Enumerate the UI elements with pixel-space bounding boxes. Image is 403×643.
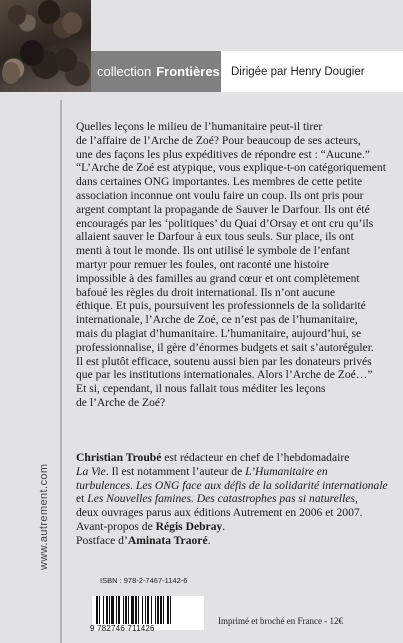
blurb-line: bafoué les règles du droit international. Ils n’ont aucune	[76, 285, 336, 299]
margin-rule	[60, 100, 62, 643]
book-title-2: Les ONG face aux défis de la solidarité internationale	[135, 478, 388, 492]
blurb-line: association inconnue ont voulu faire un coup. Ils ont pris pour	[76, 188, 364, 202]
bio-line-5: deux ouvrages parus aux éditions Autrement en 2006 et 2007.	[76, 506, 363, 520]
collection-tab	[91, 51, 221, 92]
barcode-bar	[118, 596, 120, 624]
foreword-line: Avant-propos de Régis Debray.	[76, 519, 226, 533]
collection-label: collection	[97, 64, 152, 79]
blurb-line: menti à tout le monde. Ils ont utilisé le symbole de l’enfant	[76, 244, 350, 258]
barcode-bar	[160, 596, 162, 624]
bio-line-4: et Les Nouvelles famines. Des catastrophes pas si naturelles,	[76, 492, 358, 506]
barcode-bar	[109, 596, 110, 624]
barcode-bar	[99, 596, 100, 624]
blurb-line: internationale, l’Arche de Zoé, ce n’est pas de l’humanitaire,	[76, 313, 358, 327]
blurb-line: Il est plutôt efficace, soutenu aussi bien par les donateurs privés	[76, 354, 372, 368]
barcode-bar	[116, 596, 117, 624]
blurb-line: Quelles leçons le milieu de l’humanitaire peut-il tirer	[76, 120, 323, 133]
book-title-3: Les Nouvelles famines. Des catastrophes pas si naturelles	[87, 492, 355, 506]
blurb-line: de l’Arche de Zoé?	[76, 395, 166, 409]
barcode-bar	[96, 596, 98, 624]
blurb-line: encouragés par les ‘politiques’ du Quai d’Orsay et ont cru qu’ils	[76, 216, 374, 230]
barcode-bar	[145, 596, 146, 624]
series-director: Dirigée par Henry Dougier	[231, 65, 365, 78]
barcode-bar	[128, 596, 129, 624]
blurb-line: dans certaines ONG importantes. Les membres de cette petite	[76, 175, 363, 189]
blurb-line: que par les institutions internationales. Alors l’Arche de Zoé…”	[76, 368, 373, 382]
blurb-line: une des façons les plus expéditives de répondre est : “Aucune.”	[76, 147, 370, 161]
afterword-author: Aminata Traoré	[127, 533, 208, 547]
barcode-bar	[135, 596, 137, 624]
barcode-bar	[163, 596, 164, 624]
blurb-line: Et si, cependant, il nous fallait tous méditer les leçons	[76, 382, 326, 396]
barcode-digits: 9 782746 711426	[90, 624, 155, 633]
imprint-price: Imprimé et broché en France - 12€	[218, 616, 343, 626]
book-title-1: L’Humanitaire en	[245, 464, 328, 478]
blurb-line: de l’affaire de l’Arche de Zoé? Pour beaucoup de ses acteurs,	[76, 133, 361, 147]
magazine-title: La Vie	[76, 464, 106, 478]
back-cover-blurb	[76, 120, 386, 410]
author-name: Christian Troubé	[76, 451, 162, 464]
barcode-bar	[131, 596, 134, 624]
author-bio	[76, 451, 388, 548]
barcode-bar	[138, 596, 139, 624]
blurb-line: mais du plagiat d’humanitaire. L’humanitaire, aujourd’hui, se	[76, 326, 362, 340]
barcode-bar	[103, 596, 104, 624]
barcode-bar	[111, 596, 114, 624]
barcode-bar	[167, 596, 169, 624]
afterword-line: Postface d’Aminata Traoré.	[76, 533, 211, 547]
blurb-line: impossible à des familles au grand cœur et ont complètement	[76, 271, 360, 285]
blurb-line: argent comptant la propagande de Sauver le Darfour. Ils ont été	[76, 202, 370, 216]
blurb-line: éthique. Et puis, poursuivent les professionnels de la solidarité	[76, 299, 366, 313]
bio-line-1: Christian Troubé est rédacteur en chef de l’hebdomadaire	[76, 451, 350, 464]
barcode-bar	[147, 596, 149, 624]
barcode-bar	[151, 596, 152, 624]
barcode-bar	[170, 596, 171, 624]
barcode-bar	[106, 596, 108, 624]
barcode-bar	[157, 596, 159, 624]
collection-name: Frontières	[156, 64, 220, 79]
publisher-url: www.autrement.com	[38, 463, 50, 570]
foreword-author: Régis Debray	[155, 519, 223, 533]
cover-photo	[0, 0, 91, 92]
isbn-text: ISBN : 978-2-7467-1142-6	[100, 576, 188, 585]
bio-line-3: turbulences. Les ONG face aux défis de la solidarité internationale	[76, 478, 388, 492]
barcode-bar	[125, 596, 127, 624]
bio-line-2: La Vie. Il est notamment l’auteur de L’Humanitaire en	[76, 464, 328, 478]
blurb-line: professionnalise, il gère d’énormes budgets et sait s’autoréguler.	[76, 340, 374, 354]
blurb-line: “L’Arche de Zoé est atypique, vous explique-t-on catégoriquement	[76, 161, 386, 175]
blurb-line: allaient sauver le Darfour à eux tous seuls. Sur place, ils ont	[76, 230, 354, 244]
barcode-bar	[155, 596, 156, 624]
barcode-bar	[142, 596, 143, 624]
barcode-bar	[123, 596, 124, 624]
blurb-line: martyr pour remuer les foules, ont raconté une histoire	[76, 257, 329, 271]
